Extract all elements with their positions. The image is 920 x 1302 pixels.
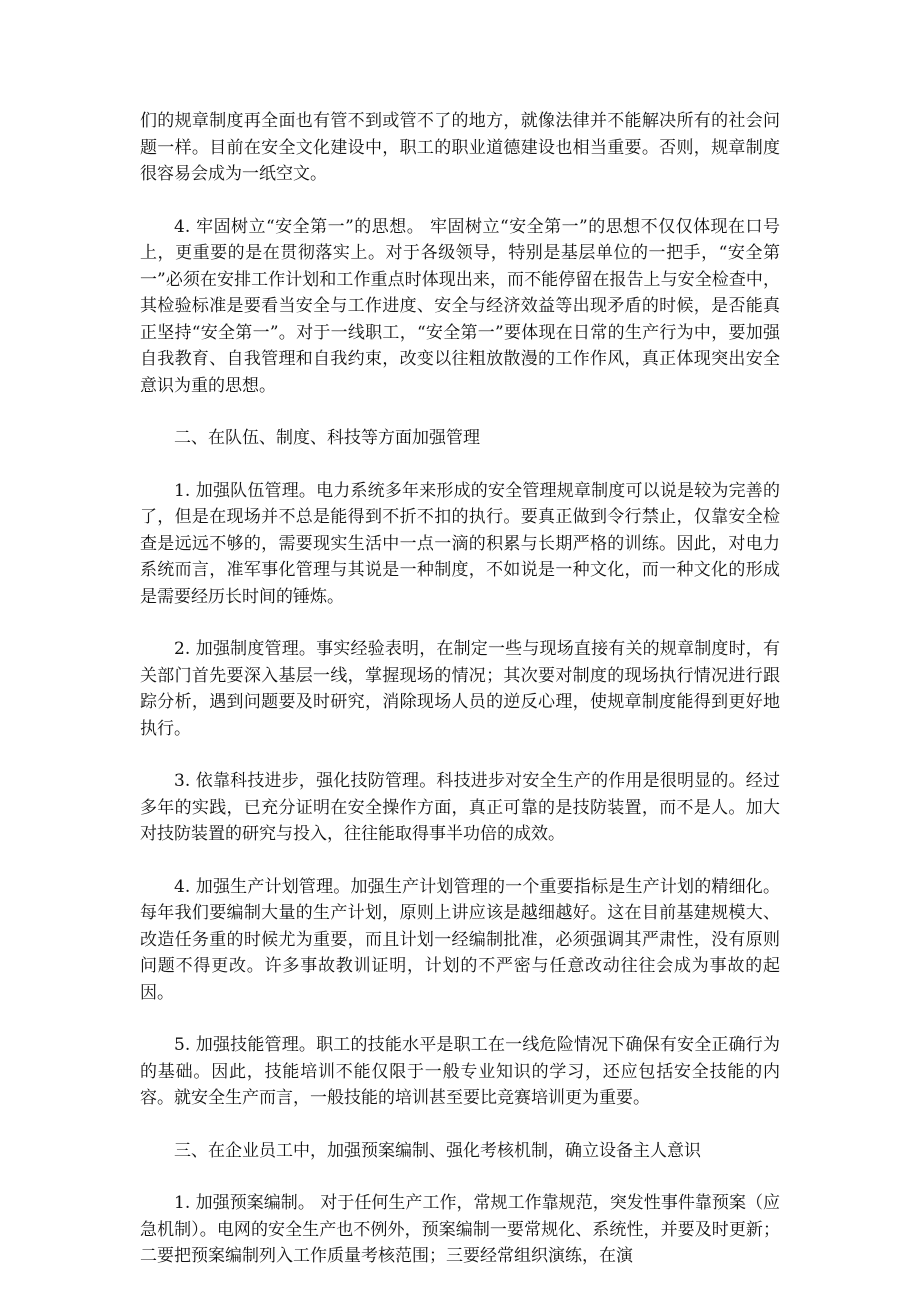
paragraph-item-team-management: 1. 加强队伍管理。电力系统多年来形成的安全管理规章制度可以说是较为完善的了，但是在现场并不总是能得到不折不扣的执行。要真正做到令行禁止，仅靠安全检查是远远不够的，需要现实生活中一点一滴的积累与长期严格的训练。因此，对电力系统而言，准军事化管理与其说是一种制度，不如说是一种文化，而一种文化的形成是需要经历长时间的锤炼。	[140, 480, 780, 607]
document-page	[140, 108, 780, 1296]
paragraph-item-production-plan: 4. 加强生产计划管理。加强生产计划管理的一个重要指标是生产计划的精细化。每年我们要编制大量的生产计划，原则上讲应该是越细越好。这在目前基建规模大、改造任务重的时候尤为重要，而且计划一经编制批准，必须强调其严肃性，没有原则问题不得更改。许多事故教训证明，计划的不严密与任意改动往往会成为事故的起因。	[140, 876, 780, 1003]
paragraph-item-system-management: 2. 加强制度管理。事实经验表明，在制定一些与现场直接有关的规章制度时，有关部门首先要深入基层一线，掌握现场的情况；其次要对制度的现场执行情况进行跟踪分析，遇到问题要及时研究，消除现场人员的逆反心理，使规章制度能得到更好地执行。	[140, 639, 780, 739]
paragraph-continuation: 们的规章制度再全面也有管不到或管不了的地方，就像法律并不能解决所有的社会问题一样。目前在安全文化建设中，职工的职业道德建设也相当重要。否则，规章制度很容易会成为一纸空文。	[140, 111, 780, 184]
section-heading-3: 三、在企业员工中，加强预案编制、强化考核机制，确立设备主人意识	[174, 1140, 701, 1161]
section-heading-2: 二、在队伍、制度、科技等方面加强管理	[174, 428, 480, 448]
paragraph-item-safety-first: 4. 牢固树立“安全第一”的思想。 牢固树立“安全第一”的思想不仅仅体现在口号上，更重要的是在贯彻落实上。对于各级领导，特别是基层单位的一把手，“安全第一”必须在安排工作计划和工作重点时体现出来，而不能停留在报告上与安全检查中，其检验标准是要看当安全与工作进度、安全与经济效益等出现矛盾的时候，是否能真正坚持“安全第一”。对于一线职工，“安全第一”要体现在日常的生产行为中，要加强自我教育、自我管理和自我约束，改变以往粗放散漫的工作作风，真正体现突出安全意识为重的思想。	[140, 216, 780, 396]
paragraph-item-skill-management: 5. 加强技能管理。职工的技能水平是职工在一线危险情况下确保有安全正确行为的基础。因此，技能培训不能仅限于一般专业知识的学习，还应包括安全技能的内容。就安全生产而言，一般技能的培训甚至要比竞赛培训更为重要。	[140, 1035, 780, 1108]
paragraph-item-contingency-plan: 1. 加强预案编制。 对于任何生产工作，常规工作靠规范，突发性事件靠预案（应急机制）。电网的安全生产也不例外，预案编制一要常规化、系统性，并要及时更新；二要把预案编制列入工作质量考核范围；三要经常组织演练，在演	[140, 1193, 780, 1266]
paragraph-item-technology: 3. 依靠科技进步，强化技防管理。科技进步对安全生产的作用是很明显的。经过多年的实践，已充分证明在安全操作方面，真正可靠的是技防装置，而不是人。加大对技防装置的研究与投入，往往能取得事半功倍的成效。	[140, 771, 780, 844]
